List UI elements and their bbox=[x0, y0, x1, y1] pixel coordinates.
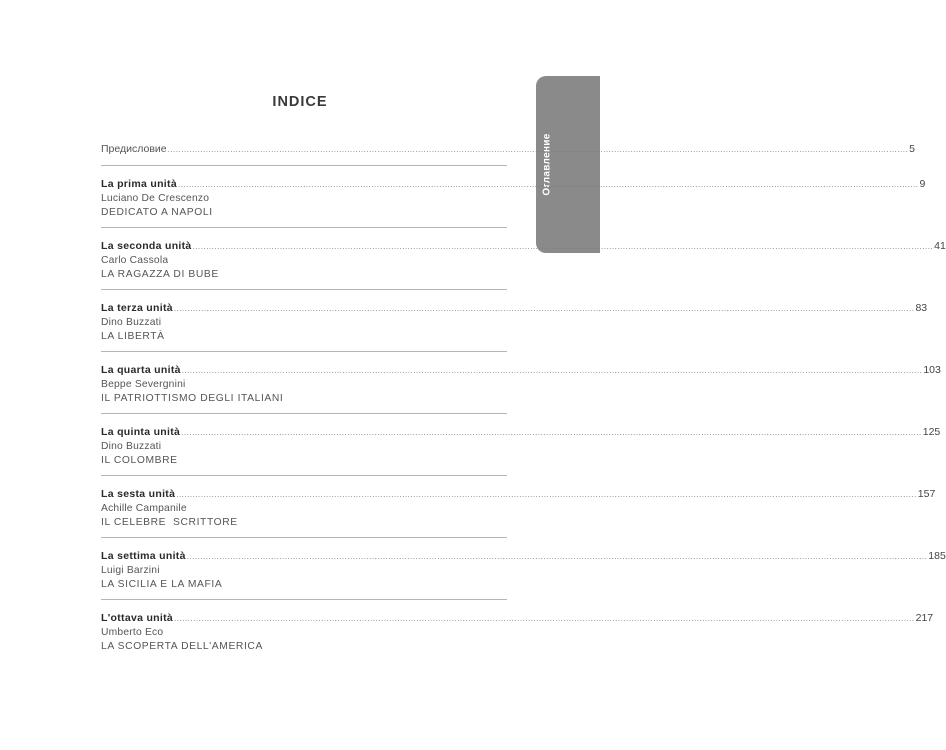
unit-page-number: 103 bbox=[923, 364, 941, 376]
divider bbox=[101, 537, 507, 538]
preface-entry bbox=[101, 142, 916, 157]
unit-author: Luigi Barzini bbox=[101, 565, 160, 576]
unit-page-number: 125 bbox=[922, 426, 941, 438]
unit-work-title: LA SCOPERTA DELL'AMERICA bbox=[101, 640, 263, 652]
unit-author: Dino Buzzati bbox=[101, 317, 162, 328]
unit-entry-4 bbox=[101, 363, 941, 405]
unit-work-title: LA LIBERTÀ bbox=[101, 330, 165, 342]
leader-dots: ................................................................................................................................................................................................................................................................................ bbox=[192, 242, 934, 251]
unit-work-title: IL CELEBRE SCRITTORE bbox=[101, 516, 238, 528]
leader-dots: ................................................................................................................................................................................................................................................................................ bbox=[173, 304, 915, 313]
divider bbox=[101, 289, 507, 290]
unit-entry-5 bbox=[101, 425, 941, 467]
unit-author: Carlo Cassola bbox=[101, 255, 169, 266]
leader-dots: ................................................................................................................................................................................................................................................................................ bbox=[174, 614, 915, 623]
unit-work-title: IL PATRIOTTISMO DEGLI ITALIANI bbox=[101, 392, 284, 404]
unit-title: La quarta unità bbox=[101, 364, 181, 376]
unit-author: Umberto Eco bbox=[101, 627, 164, 638]
unit-author: Beppe Severgnini bbox=[101, 379, 186, 390]
unit-work-title: DEDICATO A NAPOLI bbox=[101, 206, 213, 218]
unit-page-number: 83 bbox=[915, 302, 928, 314]
unit-entry-3 bbox=[101, 301, 928, 343]
unit-work-title: LA SICILIA E LA MAFIA bbox=[101, 578, 223, 590]
unit-title: La quinta unità bbox=[101, 426, 181, 438]
unit-page-number: 217 bbox=[915, 612, 934, 624]
unit-page-number: 157 bbox=[917, 488, 936, 500]
unit-title: La prima unità bbox=[101, 178, 177, 190]
unit-page-number: 185 bbox=[928, 550, 946, 562]
unit-work-title: IL COLOMBRE bbox=[101, 454, 178, 466]
unit-entry-1 bbox=[101, 177, 926, 219]
unit-title: L'ottava unità bbox=[101, 612, 174, 624]
unit-page-number: 9 bbox=[919, 178, 926, 190]
divider bbox=[101, 165, 507, 166]
unit-title: La sesta unità bbox=[101, 488, 176, 500]
leader-dots: ................................................................................................................................................................................................................................................................................ bbox=[176, 490, 917, 499]
unit-author: Achille Campanile bbox=[101, 503, 187, 514]
leader-dots: ................................................................................................................................................................................................................................................................................ bbox=[167, 145, 909, 154]
unit-title: La settima unità bbox=[101, 550, 186, 562]
leader-dots: ................................................................................................................................................................................................................................................................................ bbox=[181, 428, 922, 437]
page-title: INDICE bbox=[272, 94, 328, 110]
divider bbox=[101, 475, 507, 476]
unit-title: La seconda unità bbox=[101, 240, 192, 252]
unit-entry-6 bbox=[101, 487, 936, 529]
unit-entry-2 bbox=[101, 239, 946, 281]
unit-entry-7 bbox=[101, 549, 946, 591]
divider bbox=[101, 413, 507, 414]
divider bbox=[101, 599, 507, 600]
unit-title: La terza unità bbox=[101, 302, 173, 314]
divider bbox=[101, 351, 507, 352]
unit-author: Luciano De Crescenzo bbox=[101, 193, 210, 204]
preface-page-number: 5 bbox=[909, 143, 916, 155]
leader-dots: ................................................................................................................................................................................................................................................................................ bbox=[181, 366, 923, 375]
unit-entry-8 bbox=[101, 611, 934, 653]
unit-author: Dino Buzzati bbox=[101, 441, 162, 452]
divider bbox=[101, 227, 507, 228]
section-tab-label: Оглавление bbox=[541, 133, 553, 196]
leader-dots: ................................................................................................................................................................................................................................................................................ bbox=[177, 180, 919, 189]
unit-work-title: LA RAGAZZA DI BUBE bbox=[101, 268, 219, 280]
preface-label: Предисловие bbox=[101, 143, 167, 155]
leader-dots: ................................................................................................................................................................................................................................................................................ bbox=[186, 552, 928, 561]
unit-page-number: 41 bbox=[934, 240, 946, 252]
